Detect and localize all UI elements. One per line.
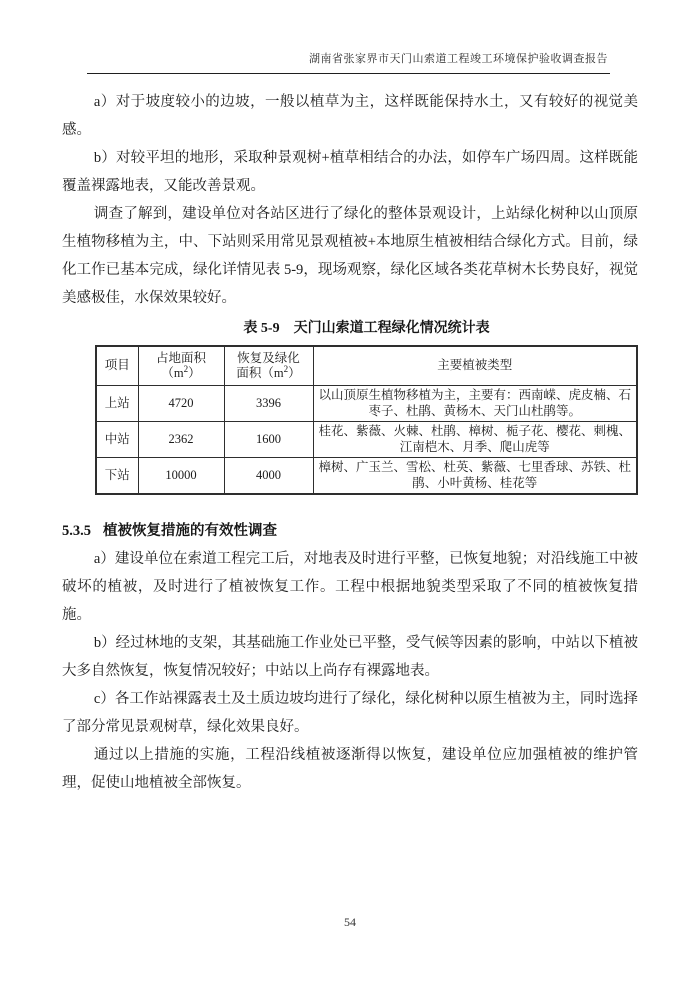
section-number: 5.3.5 bbox=[62, 523, 91, 539]
table-row-lower-station bbox=[96, 458, 637, 495]
paragraph-survey: 调查了解到，建设单位对各站区进行了绿化的整体景观设计，上站绿化树种以山顶原生植物移植为主，中、下站则采用常见景观植被+本地原生植被相结合绿化方式。目前，绿化工作已基本完成，绿化详情见表 5-9，现场观察，绿化区域各类花草树木长势良好，视觉美感极佳，水保效果较好。 bbox=[62, 206, 638, 306]
cell-recovered: 3396 bbox=[224, 386, 313, 422]
page-content bbox=[62, 88, 638, 797]
section-title: 植被恢复措施的有效性调查 bbox=[103, 523, 277, 539]
section-heading-5-3-5 bbox=[62, 517, 638, 545]
paragraph-effect-b: b）经过林地的支架，其基础施工作业处已平整，受气候等因素的影响，中站以下植被大多自然恢复，恢复情况较好；中站以上尚存有裸露地表。 bbox=[62, 635, 638, 679]
greening-table-section bbox=[95, 316, 638, 495]
page-number: 54 bbox=[344, 915, 356, 929]
header-vegetation-type: 主要植被类型 bbox=[313, 346, 637, 386]
cell-item: 下站 bbox=[96, 458, 138, 495]
paragraph-closing: 通过以上措施的实施，工程沿线植被逐渐得以恢复，建设单位应加强植被的维护管理，促使山地植被全部恢复。 bbox=[62, 747, 638, 791]
paragraph-slope-b: b）对较平坦的地形，采取种景观树+植草相结合的办法，如停车广场四周。这样既能覆盖裸露地表，又能改善景观。 bbox=[62, 150, 638, 194]
paragraph-slope-a: a）对于坡度较小的边坡，一般以植草为主，这样既能保持水土，又有较好的视觉美感。 bbox=[62, 94, 638, 138]
cell-vegetation: 樟树、广玉兰、雪松、杜英、紫薇、七里香球、苏铁、杜鹃、小叶黄杨、桂花等 bbox=[313, 458, 637, 495]
header-recovered-area: 恢复及绿化 面积$(m^2)$ bbox=[224, 346, 313, 386]
table-caption bbox=[95, 316, 638, 342]
table-row-upper-station bbox=[96, 386, 637, 422]
table-row-middle-station bbox=[96, 422, 637, 458]
paragraph-effect-a: a）建设单位在索道工程完工后，对地表及时进行平整，已恢复地貌；对沿线施工中被破坏的植被，及时进行了植被恢复工作。工程中根据地貌类型采取了不同的植被恢复措施。 bbox=[62, 551, 638, 623]
header-item: 项目 bbox=[96, 346, 138, 386]
cell-vegetation: 桂花、紫薇、火棘、杜鹃、樟树、栀子花、樱花、刺槐、江南桤木、月季、爬山虎等 bbox=[313, 422, 637, 458]
cell-vegetation: 以山顶原生植物移植为主，主要有：西南嵘、虎皮楠、石枣子、杜鹃、黄杨木、天门山杜鹃等。 bbox=[313, 386, 637, 422]
cell-area: 2362 bbox=[138, 422, 224, 458]
report-header-title: 湖南省张家界市天门山索道工程竣工环境保护验收调查报告 bbox=[87, 50, 610, 74]
paragraph-effect-c: c）各工作站裸露表土及土质边坡均进行了绿化，绿化树种以原生植被为主，同时选择了部分常见景观树草，绿化效果良好。 bbox=[62, 691, 638, 735]
table-caption-number: 表 5-9 bbox=[243, 321, 280, 336]
header-area: 占地面积 $(m^2)$ bbox=[138, 346, 224, 386]
cell-area: 4720 bbox=[138, 386, 224, 422]
page-header bbox=[87, 50, 610, 74]
greening-statistics-table bbox=[95, 345, 638, 495]
table-header-row bbox=[96, 346, 637, 386]
cell-recovered: 4000 bbox=[224, 458, 313, 495]
cell-item: 上站 bbox=[96, 386, 138, 422]
cell-item: 中站 bbox=[96, 422, 138, 458]
cell-recovered: 1600 bbox=[224, 422, 313, 458]
table-caption-title: 天门山索道工程绿化情况统计表 bbox=[293, 321, 490, 336]
cell-area: 10000 bbox=[138, 458, 224, 495]
